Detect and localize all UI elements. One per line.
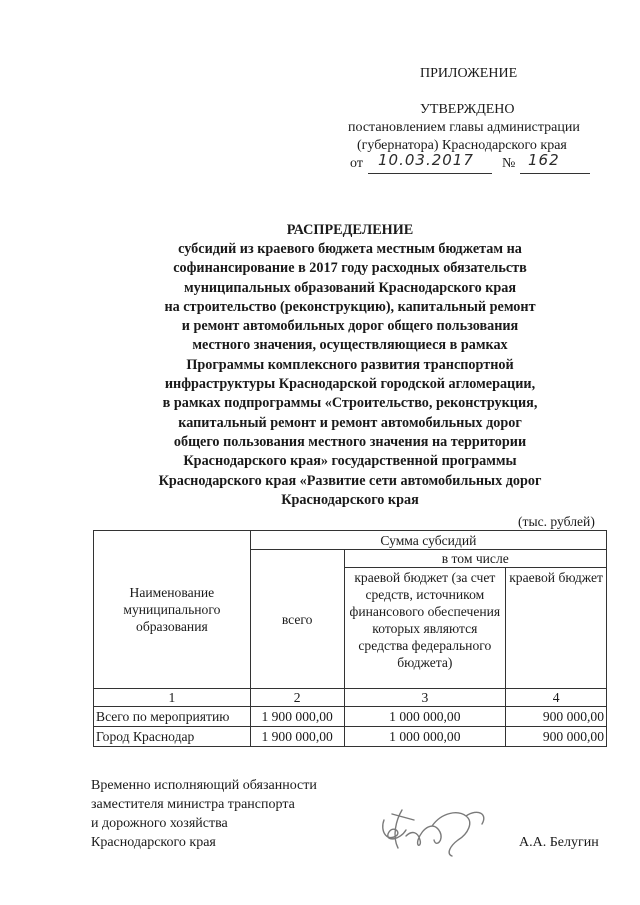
title-line: в рамках подпрограммы «Строительство, реконструкция, [162, 395, 538, 412]
appendix-label: ПРИЛОЖЕНИЕ [420, 66, 518, 81]
row-regional: 900 000,00 [506, 707, 607, 727]
signatory-title [91, 776, 317, 852]
title-line: общего пользования местного значения на территории [173, 433, 527, 450]
approved-line-1: постановлением главы администрации [348, 120, 580, 135]
title-line: на строительство (реконструкцию), капитальный ремонт [164, 298, 536, 315]
title-line: софинансирование в 2017 году расходных обязательств [173, 260, 527, 277]
approved-date-row [350, 151, 595, 174]
title-line: местного значения, осуществляющиеся в рамках [192, 337, 508, 354]
title-line: и ремонт автомобильных дорог общего пользования [181, 318, 519, 335]
approved-line-2: (губернатора) Краснодарского края [357, 138, 567, 153]
row-total: 1 900 000,00 [250, 707, 344, 727]
approved-label: УТВЕРЖДЕНО [420, 102, 515, 117]
date-field [368, 151, 492, 174]
table-row [94, 727, 607, 747]
column-number: 1 [94, 689, 251, 707]
header-subsidy-sum: Сумма субсидий [250, 531, 606, 550]
signatory-name: А.А. Белугин [519, 835, 599, 850]
document-heading: РАСПРЕДЕЛЕНИЕ [286, 222, 414, 238]
date-value: 10.03.2017 [378, 151, 474, 169]
title-line: Краснодарского края «Развитие сети автомобильных дорог [158, 472, 542, 489]
header-regional-budget: краевой бюджет [506, 568, 607, 689]
row-federal: 1 000 000,00 [344, 707, 506, 727]
title-line: муниципальных образований Краснодарского края [183, 279, 517, 296]
table-row [94, 707, 607, 727]
number-value: 162 [528, 151, 560, 169]
row-name: Всего по мероприятию [94, 707, 251, 727]
header-total: всего [250, 550, 344, 689]
unit-label: (тыс. рублей) [518, 514, 595, 529]
from-label: от [350, 156, 363, 171]
number-label: № [502, 156, 516, 171]
row-federal: 1 000 000,00 [344, 727, 506, 747]
signatory-line: Временно исполняющий обязанности [91, 778, 317, 793]
document-title-block [0, 240, 640, 510]
header-municipality: Наименование муниципального образования [94, 531, 251, 689]
title-line: капитальный ремонт и ремонт автомобильных дорог [178, 414, 522, 431]
signatory-line: заместителя министра транспорта [91, 797, 295, 812]
row-total: 1 900 000,00 [250, 727, 344, 747]
column-number: 3 [344, 689, 506, 707]
handwritten-signature [362, 790, 502, 860]
header-federal-funded: краевой бюджет (за счет средств, источником финансового обеспечения которых являются средства федерального бюджета) [344, 568, 506, 689]
row-regional: 900 000,00 [506, 727, 607, 747]
signatory-line: и дорожного хозяйства [91, 816, 228, 831]
title-line: Краснодарского края» государственной программы [183, 453, 517, 470]
signatory-line: Краснодарского края [91, 835, 216, 850]
title-line: субсидий из краевого бюджета местным бюджетам на [178, 241, 522, 257]
title-line: Программы комплексного развития транспортной [186, 356, 514, 373]
row-name: Город Краснодар [94, 727, 251, 747]
number-field [520, 151, 590, 174]
subsidy-table [93, 530, 607, 747]
header-including: в том числе [344, 550, 606, 568]
column-number: 4 [506, 689, 607, 707]
title-line: Краснодарского края [281, 491, 419, 508]
title-line: инфраструктуры Краснодарской городской агломерации, [164, 376, 536, 393]
column-number: 2 [250, 689, 344, 707]
